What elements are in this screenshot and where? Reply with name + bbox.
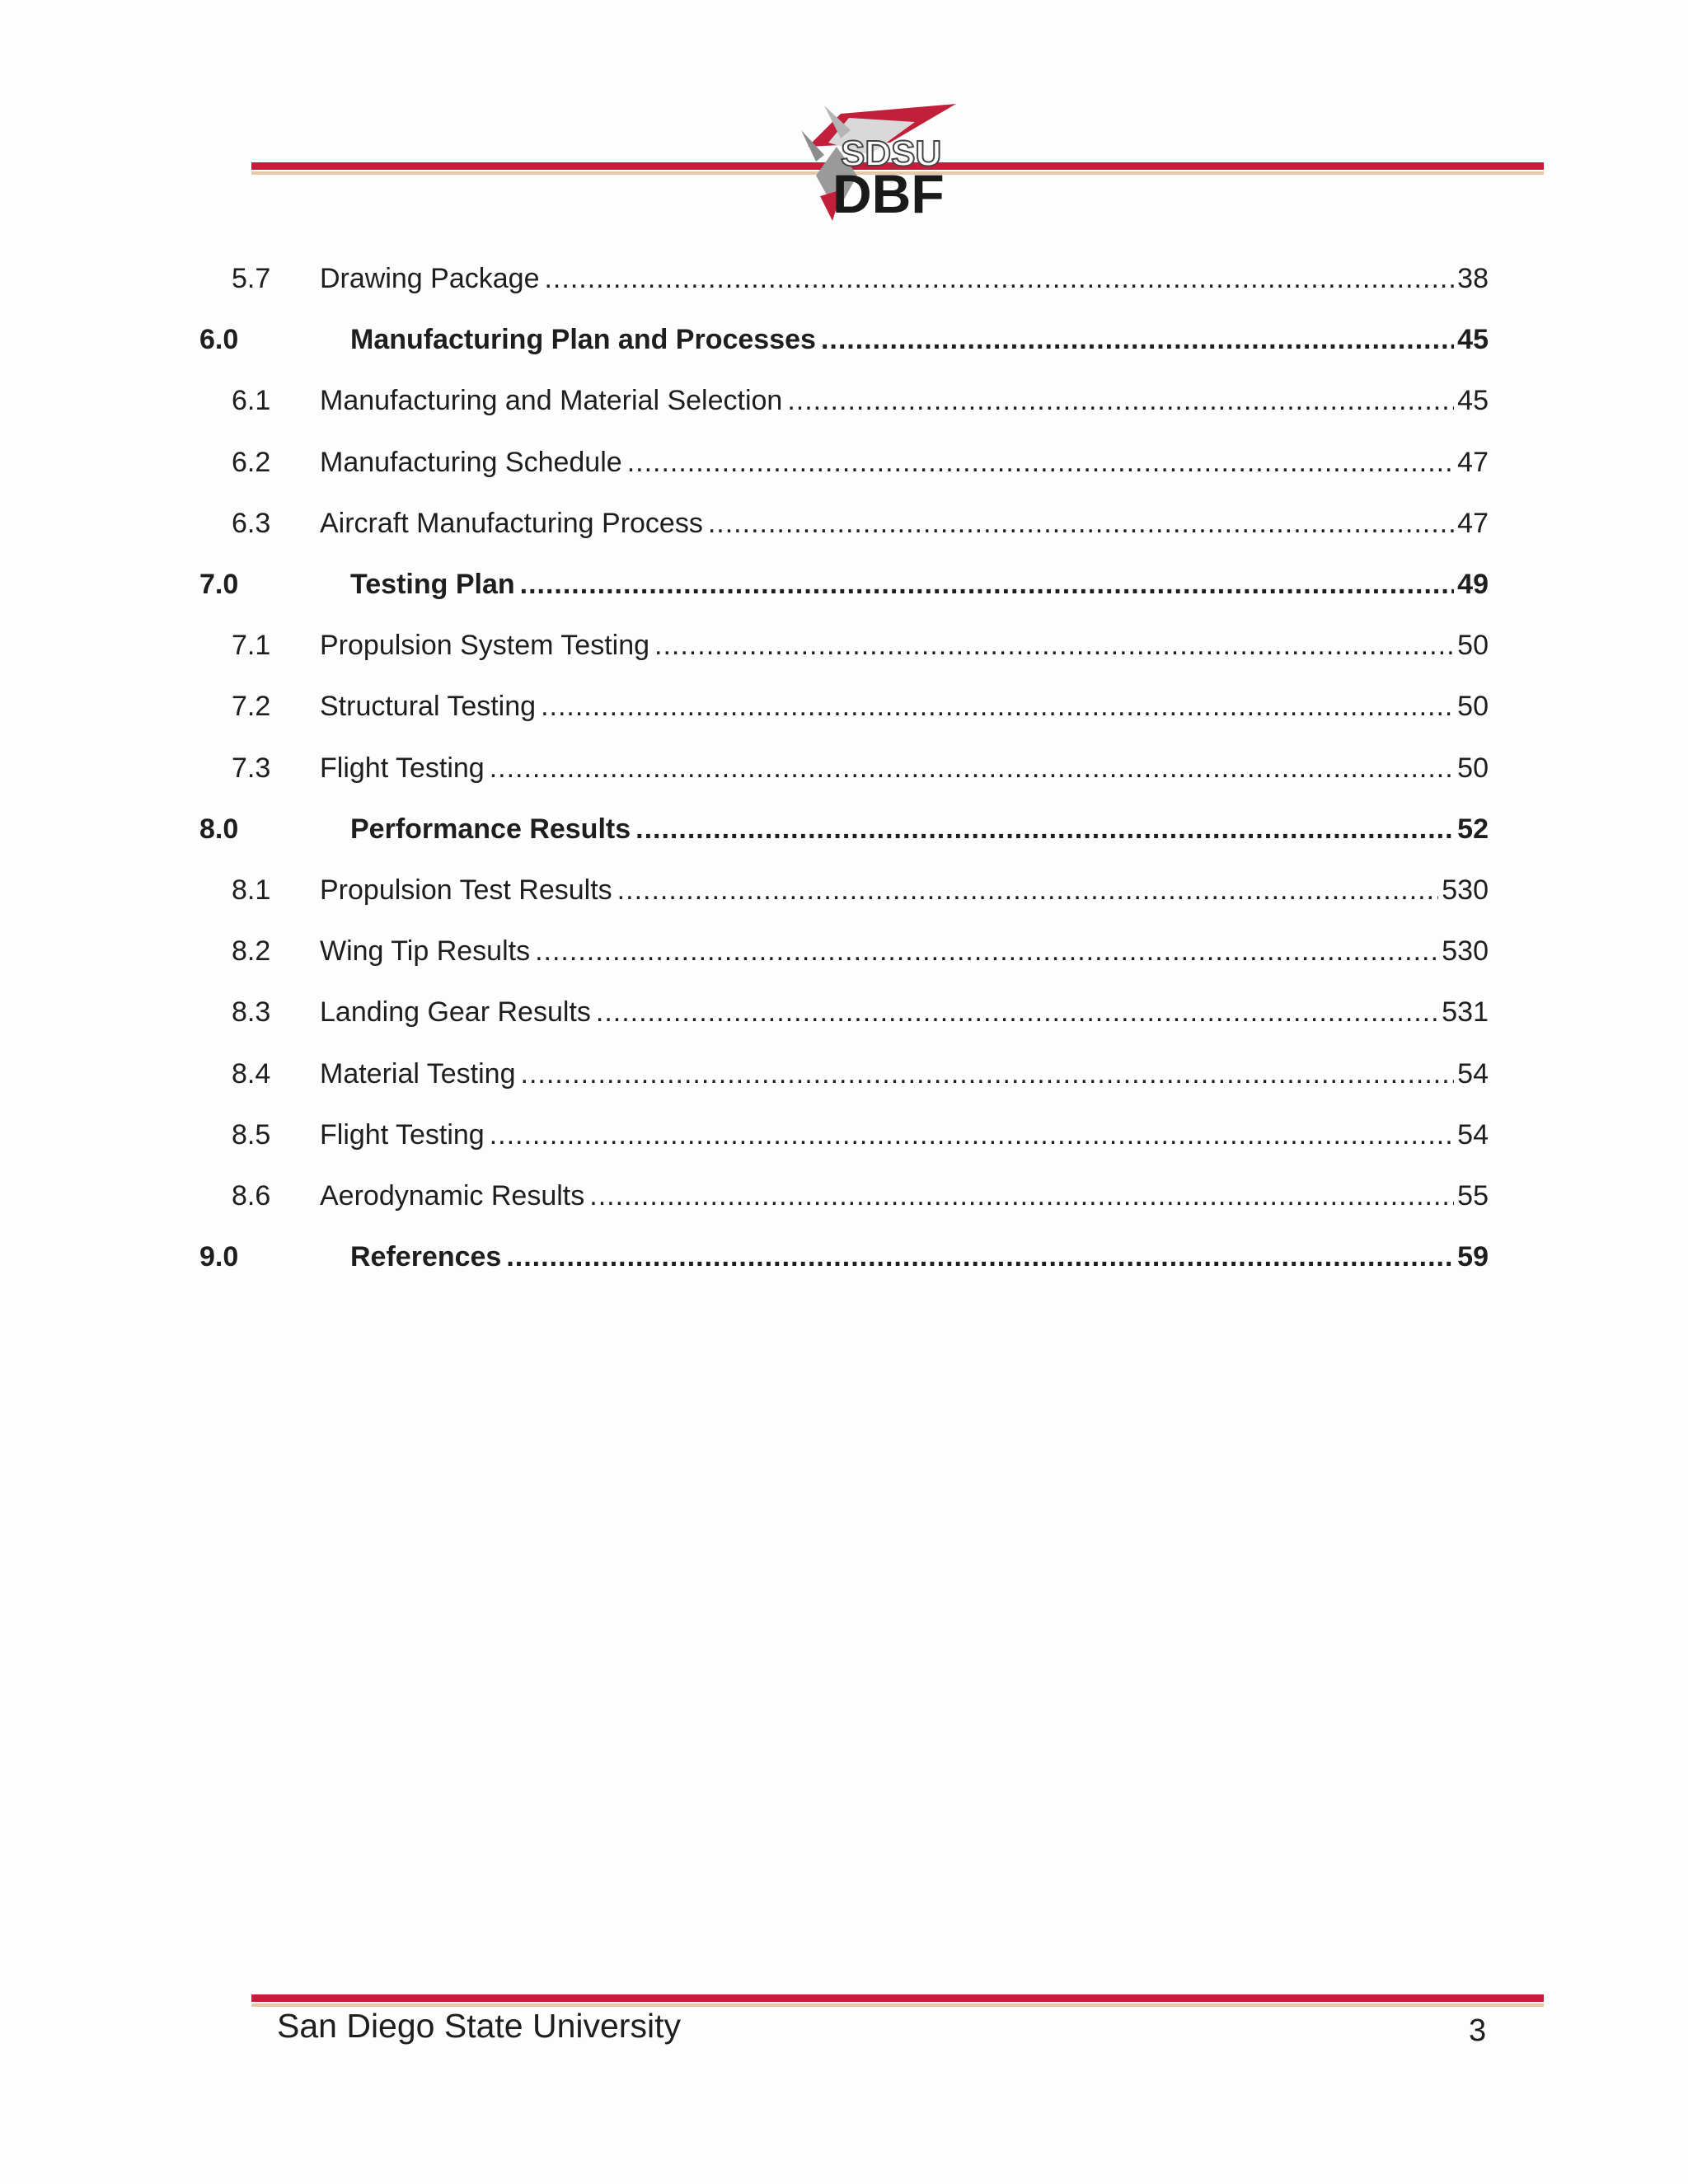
toc-entry-page: 55: [1457, 1180, 1489, 1212]
toc-entry-page: 47: [1457, 446, 1489, 478]
toc-entry-title: Aerodynamic Results: [320, 1180, 585, 1212]
toc-leader-dots: [654, 621, 1454, 670]
toc-entry[interactable]: [0, 560, 1688, 609]
toc-entry-title: Manufacturing and Material Selection: [320, 385, 783, 417]
toc-entry[interactable]: [0, 254, 1688, 303]
toc-leader-dots: [589, 1171, 1454, 1221]
toc-entry-number: 6.1: [232, 385, 271, 417]
toc-entry-number: 7.0: [199, 569, 239, 600]
toc-leader-dots: [708, 499, 1454, 548]
toc-leader-dots: [617, 865, 1439, 915]
toc-entry-number: 8.1: [232, 874, 271, 906]
toc-entry-number: 6.2: [232, 446, 271, 478]
sdsu-dbf-logo: [791, 97, 985, 233]
toc-leader-dots: [490, 1110, 1454, 1160]
toc-leader-dots: [521, 1049, 1455, 1099]
toc-entry-number: 6.0: [199, 324, 239, 356]
toc-entry-title: Landing Gear Results: [320, 996, 591, 1029]
toc-entry-title: Manufacturing Schedule: [320, 446, 622, 478]
toc-entry-title: Performance Results: [350, 813, 631, 845]
toc-entry-title: Material Testing: [320, 1057, 516, 1090]
toc-entry-page: 45: [1457, 324, 1489, 356]
toc-leader-dots: [635, 804, 1454, 854]
toc-entry-page: 45: [1457, 385, 1489, 417]
toc-leader-dots: [490, 743, 1454, 793]
toc-leader-dots: [821, 315, 1454, 364]
toc-entry-number: 8.2: [232, 935, 271, 968]
toc-leader-dots: [544, 254, 1454, 303]
toc-entry-page: 38: [1457, 263, 1489, 294]
toc-entry-page: 50: [1457, 630, 1489, 662]
toc-entry[interactable]: [0, 315, 1688, 364]
toc-entry[interactable]: [0, 621, 1688, 670]
toc-entry-title: Flight Testing: [320, 1118, 485, 1151]
toc-entry-number: 9.0: [199, 1241, 239, 1273]
toc-leader-dots: [627, 438, 1454, 487]
toc-entry[interactable]: [0, 865, 1688, 915]
toc-entry-number: 8.0: [199, 813, 239, 845]
toc-entry[interactable]: [0, 682, 1688, 731]
toc-entry-number: 8.4: [232, 1057, 271, 1090]
toc-entry[interactable]: [0, 987, 1688, 1037]
logo-dbf-text: DBF: [832, 163, 945, 224]
toc-leader-dots: [596, 987, 1438, 1037]
toc-leader-dots: [535, 926, 1438, 976]
toc-entry-title: References: [350, 1241, 502, 1273]
toc-leader-dots: [520, 560, 1455, 609]
toc-leader-dots: [506, 1232, 1454, 1282]
toc-entry-number: 7.1: [232, 630, 271, 662]
toc-entry-title: Wing Tip Results: [320, 935, 531, 968]
toc-entry-number: 6.3: [232, 507, 271, 539]
toc-entry-page: 50: [1457, 752, 1489, 784]
toc-entry[interactable]: [0, 926, 1688, 976]
toc-entry[interactable]: [0, 804, 1688, 854]
toc-entry[interactable]: [0, 1049, 1688, 1099]
toc-entry-number: 7.3: [232, 752, 271, 784]
toc-entry-number: 8.3: [232, 996, 271, 1029]
toc-entry-page: 54: [1457, 1057, 1489, 1090]
toc-entry-title: Aircraft Manufacturing Process: [320, 507, 703, 539]
toc-entry-title: Manufacturing Plan and Processes: [350, 324, 816, 356]
toc-entry-title: Flight Testing: [320, 752, 485, 784]
footer-page-number: 3: [1469, 2013, 1487, 2048]
toc-entry-number: 5.7: [232, 263, 271, 294]
toc-entry-page: 531: [1442, 996, 1489, 1029]
logo-sdsu-text: SDSU: [841, 134, 942, 174]
footer-university: San Diego State University: [277, 2007, 681, 2045]
toc-entry-number: 7.2: [232, 691, 271, 723]
toc-entry[interactable]: [0, 1110, 1688, 1160]
toc-entry-title: Propulsion Test Results: [320, 874, 612, 906]
toc-entry[interactable]: [0, 376, 1688, 425]
toc-entry[interactable]: [0, 438, 1688, 487]
toc-entry-number: 8.5: [232, 1118, 271, 1151]
toc-entry-page: 54: [1457, 1118, 1489, 1151]
toc-entry[interactable]: [0, 499, 1688, 548]
toc-entry[interactable]: [0, 1171, 1688, 1221]
toc-entry[interactable]: [0, 743, 1688, 793]
toc-entry-page: 47: [1457, 507, 1489, 539]
toc-entry-number: 8.6: [232, 1180, 271, 1212]
toc-entry-title: Propulsion System Testing: [320, 630, 650, 662]
toc-entry-title: Testing Plan: [350, 569, 515, 600]
toc-entry-page: 530: [1442, 874, 1489, 906]
toc-entry-page: 59: [1457, 1241, 1489, 1273]
toc-leader-dots: [787, 376, 1454, 425]
toc-entry-title: Drawing Package: [320, 263, 540, 294]
toc-entry[interactable]: [0, 1232, 1688, 1282]
toc-leader-dots: [541, 682, 1454, 731]
toc-entry-page: 52: [1457, 813, 1489, 845]
toc-entry-page: 530: [1442, 935, 1489, 968]
toc-entry-page: 49: [1457, 569, 1489, 600]
toc-entry-title: Structural Testing: [320, 691, 537, 723]
toc-entry-page: 50: [1457, 691, 1489, 723]
